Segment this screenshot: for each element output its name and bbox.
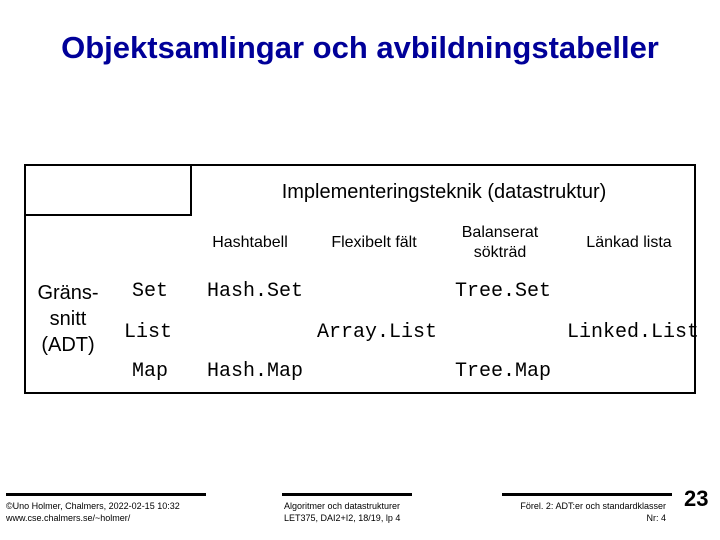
footer-url: www.cse.chalmers.se/~holmer/ <box>6 513 131 523</box>
footer-course <box>284 500 400 524</box>
footer-rule-center <box>282 493 412 496</box>
implementation-header: Implementeringsteknik (datastruktur) <box>281 180 607 203</box>
column-header-balanserat-line2: sökträd <box>473 244 527 261</box>
row-label-set: Set <box>132 280 169 303</box>
interface-label-line3: (ADT) <box>41 334 95 356</box>
footer-lecture <box>500 500 666 524</box>
cell-tree-set: Tree.Set <box>455 280 552 303</box>
interface-label-line1: Gräns- <box>37 282 99 304</box>
column-header-balanserat-soktrad <box>438 220 562 266</box>
footer-author <box>6 500 180 524</box>
footer-rule-right <box>502 493 672 496</box>
footer-rule-left <box>6 493 206 496</box>
column-header-hashtabell: Hashtabell <box>212 234 288 251</box>
column-header-balanserat-line1: Balanserat <box>461 224 539 241</box>
cell-hash-map: Hash.Map <box>207 360 304 383</box>
column-header-flexibelt-falt: Flexibelt fält <box>331 234 417 251</box>
cell-hash-set: Hash.Set <box>207 280 304 303</box>
slide-title: Objektsamlingar och avbildningstabeller <box>61 30 659 65</box>
column-header-lankad-lista: Länkad lista <box>586 234 672 251</box>
footer-lecture-number: Nr: 4 <box>646 513 666 523</box>
cell-linked-list: Linked.List <box>567 321 700 344</box>
row-label-list: List <box>124 321 173 344</box>
cell-array-list: Array.List <box>317 321 438 344</box>
footer-course-name: Algoritmer och datastrukturer <box>284 501 401 511</box>
footer-course-code: LET375, DAI2+I2, 18/19, lp 4 <box>284 513 401 523</box>
table-corner-cell <box>26 166 192 216</box>
interface-label-line2: snitt <box>49 308 87 330</box>
footer-author-line: ©Uno Holmer, Chalmers, 2022-02-15 10:32 <box>6 501 180 511</box>
interface-label <box>30 280 106 358</box>
footer-lecture-title: Förel. 2: ADT:er och standardklasser <box>520 501 666 511</box>
page-number: 23 <box>684 486 709 511</box>
row-label-map: Map <box>132 360 169 383</box>
cell-tree-map: Tree.Map <box>455 360 552 383</box>
